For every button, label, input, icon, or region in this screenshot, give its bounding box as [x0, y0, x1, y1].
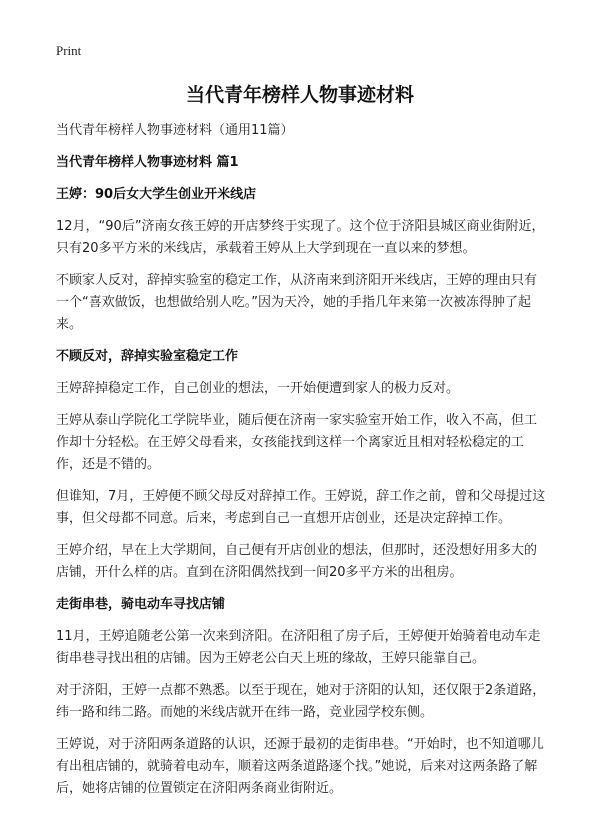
paragraph: 王婷介绍，早在上大学期间，自己便有开店创业的想法，但那时，还没想好用多大的店铺，开什么样的店。直到在济阳偶然找到一间20多平方米的出租房。 — [56, 543, 538, 580]
document-body — [56, 120, 548, 810]
paragraph: 王婷从泰山学院化工学院毕业，随后便在济南一家实验室开始工作，收入不高，但工作却十分轻松。在王婷父母看来，女孩能找到这样一个离家近且相对轻松稳定的工作，还是不错的。 — [56, 413, 538, 472]
paragraph: 王婷说，对于济阳两条道路的认识，还源于最初的走街串巷。“开始时，也不知道哪儿有出租店铺的，就骑着电动车，顺着这两条道路逐个找。”她说，后来对这两条路了解后，她将店铺的位置锁定在济阳两条商业街附近。 — [56, 737, 544, 796]
section-heading: 当代青年榜样人物事迹材料 篇1 — [56, 155, 239, 170]
print-link[interactable]: Print — [56, 43, 82, 58]
paragraph: 对于济阳，王婷一点都不熟悉。以至于现在，她对于济阳的认知，还仅限于2条道路，纬一路和纬二路。而她的米线店就开在纬一路，竞业园学校东侧。 — [56, 683, 546, 720]
section-heading: 不顾反对，辞掉实验室稳定工作 — [56, 349, 239, 364]
section-heading: 王婷：90后女大学生创业开米线店 — [56, 187, 257, 202]
paragraph: 12月，“90后”济南女孩王婷的开店梦终于实现了。这个位于济阳县城区商业街附近，只有20多平方米的米线店，承载着王婷从上大学到现在一直以来的梦想。 — [56, 219, 545, 256]
paragraph: 王婷辞掉稳定工作，自己创业的想法，一开始便遭到家人的极力反对。 — [56, 381, 460, 396]
document-title: 当代青年榜样人物事迹材料 — [185, 84, 414, 106]
section-heading: 走街串巷，骑电动车寻找店铺 — [56, 597, 226, 612]
paragraph: 但谁知，7月，王婷便不顾父母反对辞掉工作。王婷说，辞工作之前，曾和父母提过这事，但父母都不同意。后来，考虑到自己一直想开店创业，还是决定辞掉工作。 — [56, 489, 546, 526]
paragraph: 11月，王婷追随老公第一次来到济阳。在济阳租了房子后，王婷便开始骑着电动车走街串巷寻找出租的店铺。因为王婷老公白天上班的缘故，王婷只能靠自己。 — [56, 629, 541, 666]
document-subtitle: 当代青年榜样人物事迹材料（通用11篇） — [56, 123, 294, 138]
paragraph: 不顾家人反对，辞掉实验室的稳定工作，从济南来到济阳开米线店，王婷的理由只有一个“喜欢做饭，也想做给别人吃。”因为天冷，她的手指几年来第一次被冻得肿了起来。 — [56, 273, 538, 332]
